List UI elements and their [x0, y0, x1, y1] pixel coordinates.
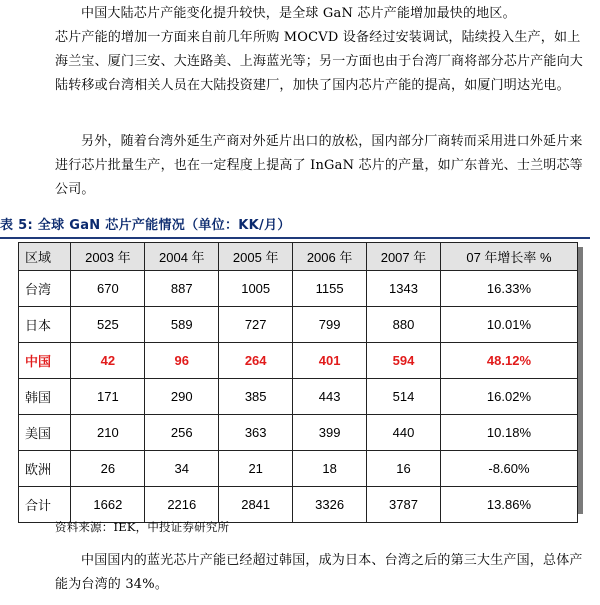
table-cell: 290 [145, 379, 219, 415]
paragraph-epitaxy-text: 另外，随着台湾外延生产商对外延片出口的放松，国内部分厂商转而采用进口外延片来进行芯片批量生产，也在一定程度上提高了 InGaN 芯片的产量，如广东普光、士兰明芯等公司。 [55, 134, 583, 197]
table-cell: 399 [293, 415, 367, 451]
table-cell: 514 [367, 379, 441, 415]
header-2005: 2005 年 [219, 243, 293, 271]
table-cell: 18 [293, 451, 367, 487]
table-cell-region: 韩国 [19, 379, 71, 415]
table-row [19, 307, 578, 343]
table-cell: 594 [367, 343, 441, 379]
table-cell: 443 [293, 379, 367, 415]
caption-divider [0, 237, 590, 239]
table-cell-region: 中国 [19, 343, 71, 379]
gan-capacity-table [18, 242, 578, 523]
table-cell: 171 [71, 379, 145, 415]
table-cell: 3787 [367, 487, 441, 523]
table-row [19, 379, 578, 415]
paragraph-line-intro: 中国大陆芯片产能变化提升较快，是全球 GaN 芯片产能增加最快的地区。 [81, 6, 516, 21]
table-cell: 799 [293, 307, 367, 343]
table-cell: 16.02% [440, 379, 577, 415]
table-cell: 256 [145, 415, 219, 451]
header-region: 区域 [19, 243, 71, 271]
table-cell: 887 [145, 271, 219, 307]
table-header-row [19, 243, 578, 271]
table-cell: 1155 [293, 271, 367, 307]
table-body [19, 271, 578, 523]
table-cell: 2841 [219, 487, 293, 523]
header-2003: 2003 年 [71, 243, 145, 271]
table-cell-region: 美国 [19, 415, 71, 451]
paragraph-conclusion [55, 549, 593, 597]
table-row [19, 271, 578, 307]
table-cell: 2216 [145, 487, 219, 523]
header-2004: 2004 年 [145, 243, 219, 271]
table-cell: 401 [293, 343, 367, 379]
source-note: 资料来源：IEK，中投证券研究所 [55, 520, 230, 534]
table-cell-region: 合计 [19, 487, 71, 523]
table-cell: 1662 [71, 487, 145, 523]
table-cell: 264 [219, 343, 293, 379]
table-cell: 440 [367, 415, 441, 451]
table-cell: 589 [145, 307, 219, 343]
table-cell-region: 欧洲 [19, 451, 71, 487]
table-cell: 525 [71, 307, 145, 343]
table-cell: 670 [71, 271, 145, 307]
table-row [19, 343, 578, 379]
table-cell: 1343 [367, 271, 441, 307]
table-cell: 13.86% [440, 487, 577, 523]
table-cell: 210 [71, 415, 145, 451]
table-cell: 26 [71, 451, 145, 487]
table-cell: 16 [367, 451, 441, 487]
table-cell: -8.60% [440, 451, 577, 487]
paragraph-china-capacity [55, 2, 593, 98]
table-cell: 16.33% [440, 271, 577, 307]
table-cell: 3326 [293, 487, 367, 523]
table-cell: 363 [219, 415, 293, 451]
table-cell-region: 日本 [19, 307, 71, 343]
table-caption: 表 5: 全球 GaN 芯片产能情况（单位：KK/月） [0, 218, 291, 233]
table-cell: 1005 [219, 271, 293, 307]
table-cell-region: 台湾 [19, 271, 71, 307]
paragraph-conclusion-text: 中国国内的蓝光芯片产能已经超过韩国，成为日本、台湾之后的第三大生产国，总体产能为台湾的 34%。 [55, 553, 583, 592]
table-cell: 10.18% [440, 415, 577, 451]
table-cell: 96 [145, 343, 219, 379]
table-cell: 48.12% [440, 343, 577, 379]
table-cell: 21 [219, 451, 293, 487]
table-cell: 42 [71, 343, 145, 379]
header-2007: 2007 年 [367, 243, 441, 271]
table-row [19, 451, 578, 487]
table-cell: 385 [219, 379, 293, 415]
table-cell: 880 [367, 307, 441, 343]
table-row [19, 415, 578, 451]
table-cell: 10.01% [440, 307, 577, 343]
header-2006: 2006 年 [293, 243, 367, 271]
table-cell: 727 [219, 307, 293, 343]
table-cell: 34 [145, 451, 219, 487]
paragraph-body: 芯片产能的增加一方面来自前几年所购 MOCVD 设备经过安装调试，陆续投入生产，如上海兰宝、厦门三安、大连路美、上海蓝光等；另一方面也由于台湾厂商将部分芯片产能向大陆转移或台湾相关人员在大陆投资建厂，加快了国内芯片产能的提高，如厦门明达光电。 [55, 30, 584, 93]
paragraph-epitaxy [55, 130, 593, 202]
table-row [19, 487, 578, 523]
header-growth-rate: 07 年增长率 % [440, 243, 577, 271]
